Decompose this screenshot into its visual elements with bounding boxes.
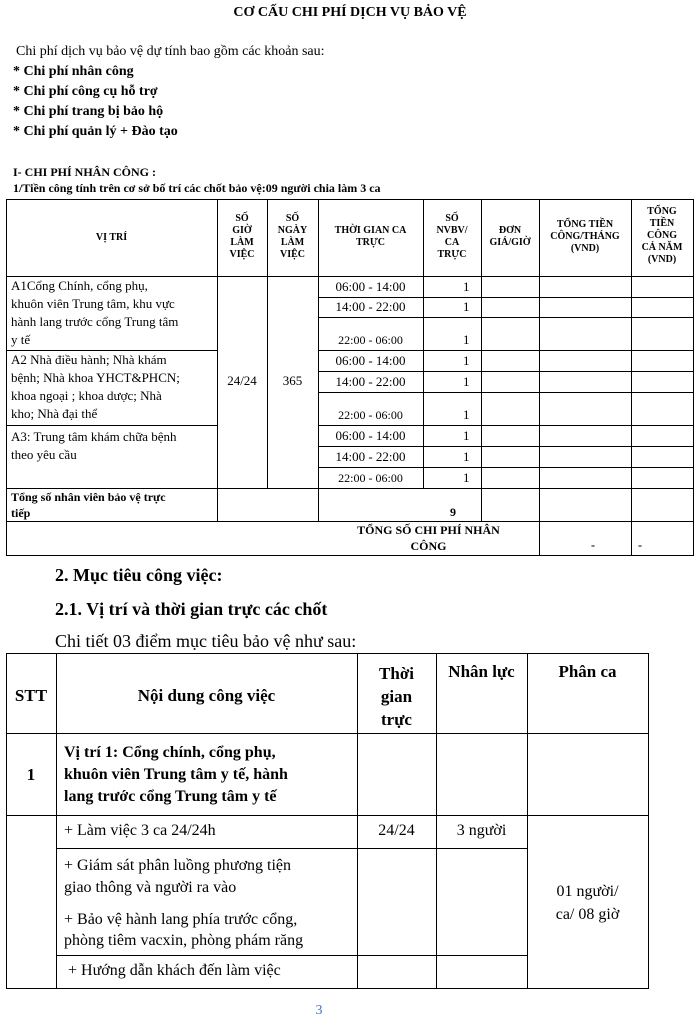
working-hours-value: 24/24 <box>227 373 257 388</box>
page-number: 3 <box>315 1003 323 1018</box>
row-stt: 1 <box>26 765 36 784</box>
col-header-shift-time: THỜI GIAN CA TRỰC <box>334 225 407 248</box>
cost-item: * Chi phí trang bị bảo hộ <box>13 104 164 119</box>
shift-staff: 1 <box>463 428 470 443</box>
col-header-hours: SỐ GIỜ LÀM VIỆC <box>229 213 255 260</box>
section2-subheading: 2.1. Vị trí và thời gian trực các chốt <box>55 599 328 619</box>
task-item: + Giám sát phân luồng phương tiện giao thông và người ra vào <box>64 857 292 896</box>
total-staff-label: Tổng số nhân viên bảo vệ trực tiếp <box>11 490 166 520</box>
shift-time: 22:00 - 06:00 <box>338 333 403 347</box>
total-monthly-value: - <box>591 538 595 552</box>
position-group-a3: A3: Trung tâm khám chữa bệnh theo yêu cầu <box>11 429 177 462</box>
shift-assignment: 01 người/ ca/ 08 giờ <box>555 883 620 923</box>
document-title: CƠ CẤU CHI PHÍ DỊCH VỤ BẢO VỆ <box>233 5 467 20</box>
col-header-manpower: Nhân lực <box>448 662 515 681</box>
intro-text: Chi phí dịch vụ bảo vệ dự tính bao gồm các khoản sau: <box>16 44 325 59</box>
shift-staff: 1 <box>463 299 470 314</box>
col-header-unit-price: ĐƠN GIÁ/GIỜ <box>489 225 531 248</box>
position-1-title: Vị trí 1: Cổng chính, cổng phụ, khuôn viên Trung tâm y tế, hành lang trước cổng Trung tâm y tế <box>64 744 288 805</box>
col-header-staff: SỐ NVBV/ CA TRỰC <box>436 213 468 260</box>
total-yearly-value: - <box>638 538 642 552</box>
col-header-monthly-total: TỔNG TIỀN CÔNG/THÁNG (VND) <box>550 219 620 254</box>
section1-title: I- CHI PHÍ NHÂN CÔNG : <box>13 165 156 179</box>
working-days-value: 365 <box>282 373 303 388</box>
work-shifts-label: + Làm việc 3 ca 24/24h <box>64 822 216 839</box>
cost-item: * Chi phí công cụ hỗ trợ <box>13 84 158 99</box>
shift-staff: 1 <box>463 470 470 485</box>
shift-staff: 1 <box>463 353 470 368</box>
task-item: + Bảo vệ hành lang phía trước cổng, phòng tiêm vacxin, phòng phám răng <box>64 911 304 949</box>
shift-time: 22:00 - 06:00 <box>338 408 403 422</box>
shift-time: 06:00 - 14:00 <box>335 428 406 443</box>
section2-heading: 2. Mục tiêu công việc: <box>55 565 223 585</box>
col-header-duty-time: Thời gian trực <box>379 664 414 729</box>
col-header-yearly-total: TỔNG TIỀN CÔNG CẢ NĂM (VND) <box>641 206 683 265</box>
shift-staff: 1 <box>463 332 470 347</box>
shift-staff: 1 <box>463 279 470 294</box>
work-duty-time: 24/24 <box>378 822 415 839</box>
total-staff-value: 9 <box>450 505 456 519</box>
shift-staff: 1 <box>463 407 470 422</box>
position-group-a1: A1Cổng Chính, cổng phụ, khuôn viên Trung tâm, khu vực hành lang trước cổng Trung tâm y tế <box>11 278 179 347</box>
section2-intro: Chi tiết 03 điểm mục tiêu bảo vệ như sau: <box>55 631 357 651</box>
section1-subtitle: 1/Tiền công tính trên cơ sở bố trí các chốt bảo vệ:09 người chia làm 3 ca <box>13 181 381 195</box>
cost-item: * Chi phí nhân công <box>13 64 134 79</box>
col-header-stt: STT <box>14 686 48 705</box>
shift-time: 14:00 - 22:00 <box>335 449 406 464</box>
col-header-job-content: Nội dung công việc <box>137 686 276 705</box>
position-group-a2: A2 Nhà điều hành; Nhà khám bệnh; Nhà khoa YHCT&PHCN; khoa ngoại ; khoa dược; Nhà kho; Nhà đại thể <box>11 352 180 421</box>
shift-staff: 1 <box>463 374 470 389</box>
work-manpower: 3 người <box>456 822 507 839</box>
cost-item: * Chi phí quản lý + Đào tạo <box>13 124 178 139</box>
col-header-shift: Phân ca <box>558 662 617 681</box>
col-header-days: SỐ NGÀY LÀM VIỆC <box>277 213 308 260</box>
shift-time: 06:00 - 14:00 <box>335 279 406 294</box>
shift-time: 14:00 - 22:00 <box>335 374 406 389</box>
task-item: + Hướng dẫn khách đến làm việc <box>68 962 281 979</box>
total-labor-cost-label: TỔNG SỐ CHI PHÍ NHÂN CÔNG <box>357 523 500 553</box>
shift-time: 22:00 - 06:00 <box>338 471 403 485</box>
shift-time: 06:00 - 14:00 <box>335 353 406 368</box>
shift-staff: 1 <box>463 449 470 464</box>
col-header-position: VỊ TRÍ <box>95 232 128 243</box>
shift-time: 14:00 - 22:00 <box>335 299 406 314</box>
